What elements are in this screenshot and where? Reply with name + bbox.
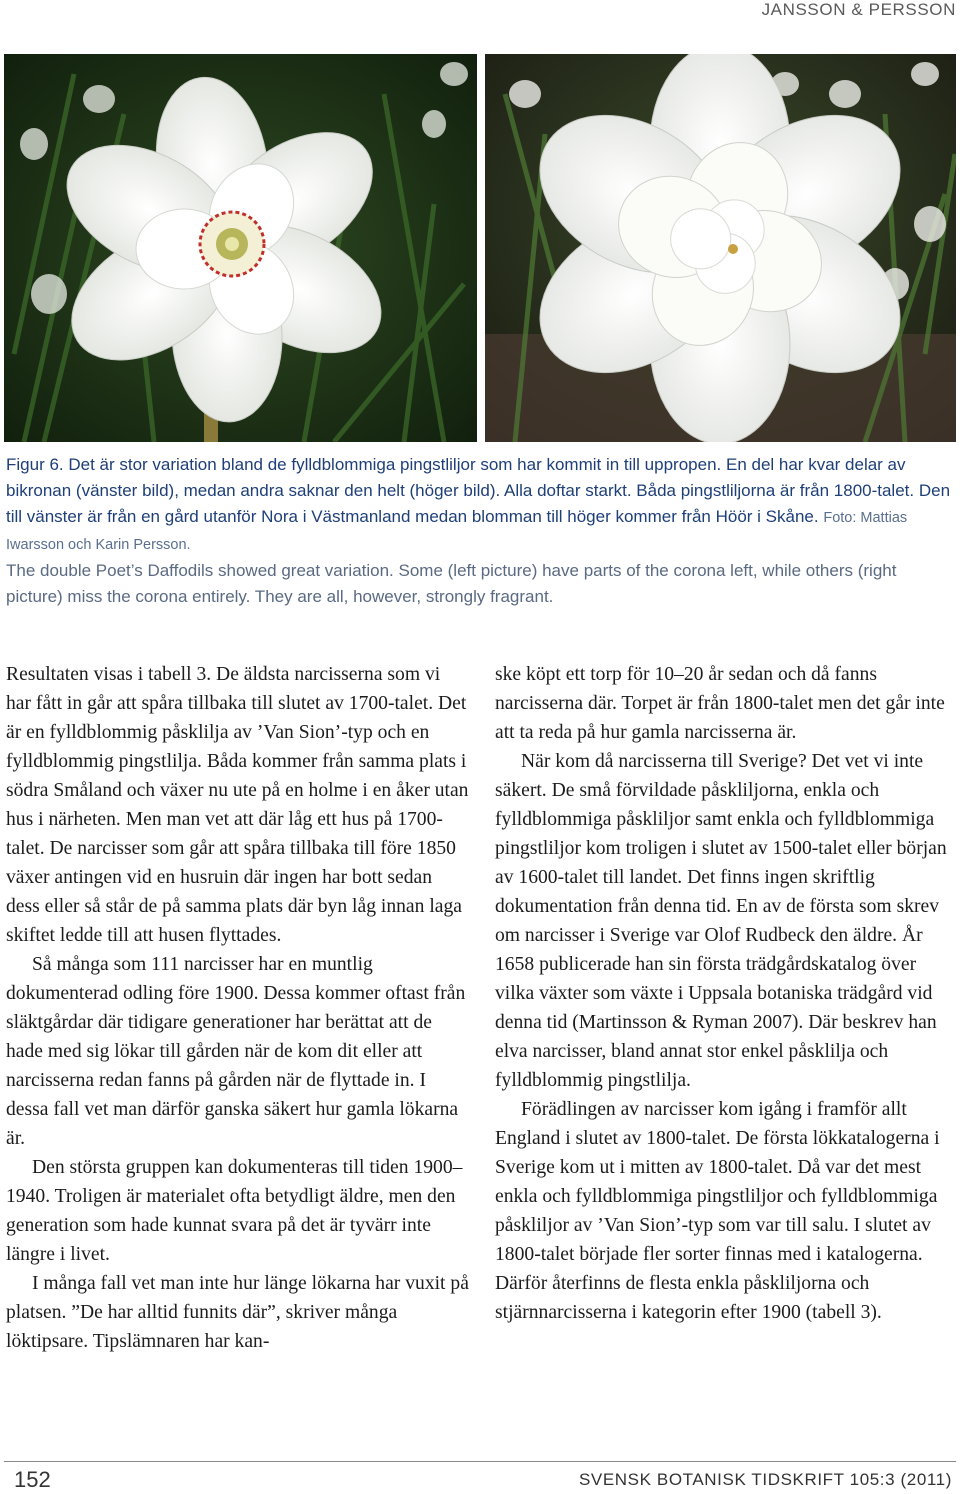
journal-footer: SVENSK BOTANISK TIDSKRIFT 105:3 (2011) — [578, 1470, 952, 1489]
paragraph: I många fall vet man inte hur länge lökarna har vuxit på platsen. ”De har alltid funnits där”, skriver många löktipsare. Tipslämnaren har kan- — [6, 1273, 469, 1352]
footer-divider — [4, 1461, 956, 1462]
paragraph: Resultaten visas i tabell 3. De äldsta narcisserna som vi har fått in går att spåra tillbaka till slutet av 1700-talet. Det är en fylldblommig påsklilja av ’Van Sion’-typ och en fylldblommig pingstlilja. Båda kommer från samma plats i södra Småland och växer nu ute på en holme i en åker utan hus i närheten. Men man vet att där låg ett hus på 1700-talet. De narcisser som går att spåra tillbaka till före 1850 växer antingen vid en husruin där ingen har bott sedan dess eller så står de på samma plats där byn låg innan laga skiftet ledde till att husen flyttades. — [6, 664, 469, 946]
photo-daffodil-with-corona — [4, 54, 477, 442]
photo-credit: Foto: Mattias Iwarsson och Karin Persson. — [6, 510, 908, 553]
photo-double-daffodil — [485, 54, 956, 442]
caption-english: The double Poet’s Daffodils showed great variation. Some (left picture) have parts of the corona left, while others (right picture) miss the corona entirely. They are all, however, strongly fragrant. — [6, 561, 897, 606]
paragraph: Den största gruppen kan dokumenteras till tiden 1900–1940. Troligen är materialet ofta betydligt äldre, men den generation som hade kunnat svara på det är tyvärr inte längre i livet. — [6, 1157, 463, 1265]
paragraph: Så många som 111 narcisser har en muntlig dokumenterad odling före 1900. Dessa kommer oftast från släktgårdar där tidigare generationer har berättat att de hade med sig lökar till gården när de kom dit eller att narcisserna redan fanns på gården när de flyttade in. I dessa fall vet man därför ganska säkert hur gamla lökarna är. — [6, 954, 466, 1149]
body-column-left — [6, 660, 470, 1356]
figure-caption — [6, 452, 952, 610]
page-number: 152 — [14, 1467, 51, 1492]
caption-swedish: Figur 6. Det är stor variation bland de fylldblommiga pingstliljor som har kommit in till uppropen. En del har kvar delar av bikronan (vänster bild), medan andra saknar den helt (höger bild). Alla doftar starkt. Båda pingstliljorna är från 1800-talet. Den till vänster är från en gård utanför Nora i Västmanland medan blomman till höger kommer från Höör i Skåne. — [6, 455, 951, 526]
paragraph: Förädlingen av narcisser kom igång i framför allt England i slutet av 1800-talet. De första lökkatalogerna i Sverige kom ut i mitten av 1800-talet. Då var det mest enkla och fylldblommiga pingstliljor och fylldblommiga påskliljor av ’Van Sion’-typ som var till salu. I slutet av 1800-talet började fler sorter finnas med i katalogerna. Därför återfinns de flesta enkla påskliljorna och stjärnnarcisserna i kategorin efter 1900 (tabell 3). — [495, 1099, 940, 1323]
body-column-right — [495, 660, 959, 1327]
paragraph: ske köpt ett torp för 10–20 år sedan och då fanns narcisserna där. Torpet är från 1800-talet men det går inte att ta reda på hur gamla narcisserna är. — [495, 664, 945, 743]
paragraph: När kom då narcisserna till Sverige? Det vet vi inte säkert. De små förvildade påskliljorna, enkla och fylldblommiga påskliljor samt enkla och fylldblommiga pingstliljor kom troligen i slutet av 1500-talet eller början av 1600-talet till landet. Det finns ingen skriftlig dokumentation från denna tid. En av de första som skrev om narcisser i Sverige var Olof Rudbeck den äldre. År 1658 publicerade han sin första trädgårdskatalog över vilka växter som växte i Uppsala botaniska trädgård vid denna tid (Martinsson & Ryman 2007). Där beskrev han elva narcisser, bland annat stor enkel påsklilja och fylldblommig pingstlilja. — [495, 751, 947, 1091]
running-header: JANSSON & PERSSON — [761, 0, 956, 19]
